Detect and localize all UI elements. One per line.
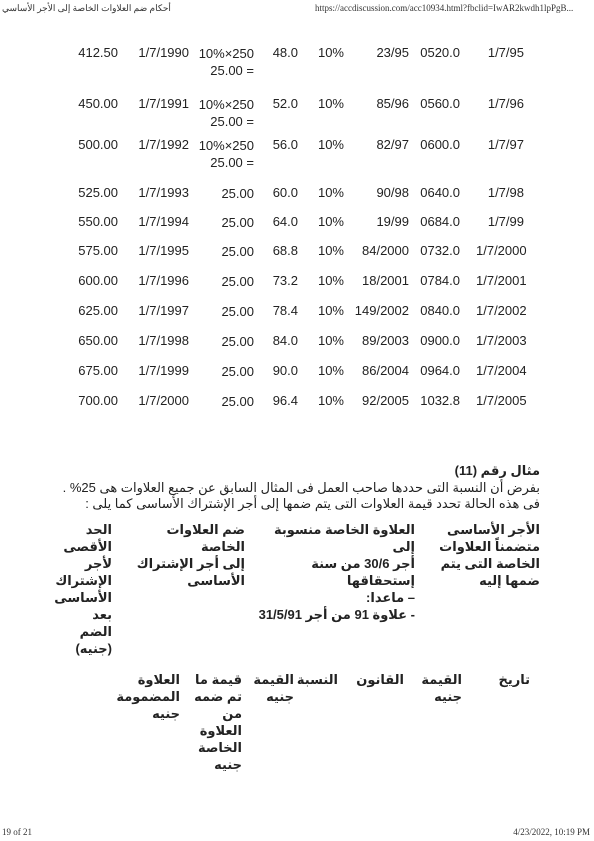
calculation-cell (190, 96, 254, 130)
calculation-line: 25.00 (221, 244, 254, 259)
calculation-result: 25.00 = (210, 155, 254, 170)
calculation-line: 25.00 (221, 186, 254, 201)
basic-salary-cell: 650.00 (78, 333, 118, 348)
header-line: الأجر الأساسى (447, 522, 540, 537)
calculation-cell (190, 214, 254, 231)
header-line: إلى أجر الإشتراك (136, 556, 245, 571)
header-line: جنيه (214, 757, 242, 772)
salary-cell: 64.0 (272, 214, 298, 229)
salary-cell: 73.2 (272, 273, 298, 288)
page-footer (0, 825, 594, 841)
example-title: مثال رقم (11) (454, 463, 540, 478)
header-line: لأجر (84, 556, 112, 571)
basic-salary-cell: 550.00 (78, 214, 118, 229)
salary-cell: 56.0 (272, 137, 298, 152)
calculation-cell (190, 45, 254, 79)
salary-cell: 78.4 (272, 303, 298, 318)
subheader-value (412, 671, 462, 705)
header-line: متضمناً العلاوات (439, 539, 540, 554)
page-header (0, 0, 594, 16)
calculation-result: 25.00 = (210, 114, 254, 129)
salary-cell: 48.0 (272, 45, 298, 60)
effective-date-cell: 1/7/2002 (476, 303, 527, 318)
table-row (0, 333, 594, 367)
law-cell: 89/2003 (362, 333, 409, 348)
basic-salary-cell: 625.00 (78, 303, 118, 318)
basic-salary-cell: 500.00 (78, 137, 118, 152)
header-line: تم ضمه (194, 689, 242, 704)
salary-cell: 52.0 (272, 96, 298, 111)
header-joining-bonuses (120, 521, 245, 589)
subheader-law: القانون (356, 672, 404, 687)
basic-salary-cell: 525.00 (78, 185, 118, 200)
percent-cell: 10% (317, 363, 344, 378)
date-cell: 1/7/1991 (138, 96, 189, 111)
header-line: أجر 30/6 من سنة إستحقاقها (311, 556, 415, 588)
amount-cell: 0732.0 (420, 243, 460, 258)
date-cell: 1/7/1995 (138, 243, 189, 258)
header-line: العلاوة (199, 723, 242, 738)
calculation-result: 25.00 = (210, 63, 254, 78)
effective-date-cell: 1/7/2005 (476, 393, 527, 408)
percent-cell: 10% (317, 303, 344, 318)
amount-cell: 0640.0 (420, 185, 460, 200)
header-special-bonus (255, 521, 415, 623)
header-line: الأقصى (63, 539, 112, 554)
effective-date-cell: 1/7/98 (487, 185, 524, 200)
page-url[interactable]: https://accdiscussion.com/acc10934.html?fbclid=IwAR2kwdh1lpPgB... (315, 3, 574, 13)
header-line: القيمة (253, 672, 294, 687)
effective-date-cell: 1/7/2003 (476, 333, 527, 348)
header-line: جنيه (434, 689, 462, 704)
basic-salary-cell: 575.00 (78, 243, 118, 258)
calculation-line: 10%×250 (198, 46, 254, 61)
percent-cell: 10% (317, 137, 344, 152)
amount-cell: 0900.0 (420, 333, 460, 348)
law-cell: 92/2005 (362, 393, 409, 408)
header-line: ضمها إليه (479, 573, 540, 588)
law-cell: 85/96 (376, 96, 409, 111)
calculation-cell (190, 303, 254, 320)
header-line: الأساسى (187, 573, 245, 588)
header-line: القيمة (421, 672, 462, 687)
effective-date-cell: 1/7/99 (487, 214, 524, 229)
table-row (0, 137, 594, 171)
date-cell: 1/7/1999 (138, 363, 189, 378)
salary-cell: 84.0 (272, 333, 298, 348)
calculation-cell (190, 393, 254, 410)
calculation-cell (190, 185, 254, 202)
salary-cell: 60.0 (272, 185, 298, 200)
header-line: (جنيه) (75, 641, 112, 656)
law-cell: 84/2000 (362, 243, 409, 258)
basic-salary-cell: 600.00 (78, 273, 118, 288)
header-basic-salary (430, 521, 540, 589)
percent-cell: 10% (317, 185, 344, 200)
calculation-line: 25.00 (221, 364, 254, 379)
calculation-line: 25.00 (221, 274, 254, 289)
header-line: جنيه (266, 689, 294, 704)
header-line: من (222, 706, 242, 721)
law-cell: 82/97 (376, 137, 409, 152)
calculation-line: 10%×250 (198, 97, 254, 112)
table-row (0, 243, 594, 277)
salary-cell: 90.0 (272, 363, 298, 378)
table-row (0, 393, 594, 427)
amount-cell: 0684.0 (420, 214, 460, 229)
header-line: العلاوة (137, 672, 180, 687)
calculation-cell (190, 273, 254, 290)
subheader-date: تاريخ (498, 672, 530, 687)
amount-cell: 0600.0 (420, 137, 460, 152)
percent-cell: 10% (317, 45, 344, 60)
table-row (0, 96, 594, 130)
header-line: الخاصة التى يتم (440, 556, 540, 571)
amount-cell: 0964.0 (420, 363, 460, 378)
effective-date-cell: 1/7/97 (487, 137, 524, 152)
effective-date-cell: 1/7/95 (487, 45, 524, 60)
header-line: - علاوة 91 من أجر 31/5/91 (258, 607, 415, 622)
header-line: الإشتراك (55, 573, 112, 588)
date-cell: 1/7/1997 (138, 303, 189, 318)
basic-salary-cell: 675.00 (78, 363, 118, 378)
basic-salary-cell: 412.50 (78, 45, 118, 60)
header-line: الخاصة (197, 740, 242, 755)
example-line-1: بفرض أن النسبة التى حددها صاحب العمل فى المثال السابق عن جميع العلاوات هى 25% . (62, 480, 540, 495)
effective-date-cell: 1/7/2001 (476, 273, 527, 288)
basic-salary-cell: 700.00 (78, 393, 118, 408)
header-line: ضم العلاوات الخاصة (166, 522, 245, 554)
header-line: الأساسى (54, 590, 112, 605)
calculation-line: 25.00 (221, 334, 254, 349)
header-line: جنيه (152, 706, 180, 721)
example-line-2: فى هذه الحالة تحدد قيمة العلاوات التى يتم ضمها إلى أجر الإشتراك الأساسى كما يلى : (85, 496, 540, 511)
table-row (0, 45, 594, 79)
basic-salary-cell: 450.00 (78, 96, 118, 111)
table-row (0, 273, 594, 307)
subheader-percent: النسبة (296, 672, 338, 687)
percent-cell: 10% (317, 393, 344, 408)
amount-cell: 1032.8 (420, 393, 460, 408)
subheader-joined-value (190, 671, 242, 773)
header-max-limit (54, 521, 112, 657)
effective-date-cell: 1/7/2004 (476, 363, 527, 378)
calculation-line: 25.00 (221, 394, 254, 409)
header-line: العلاوة الخاصة منسوبة إلى (273, 522, 415, 554)
amount-cell: 0840.0 (420, 303, 460, 318)
page-number: 19 of 21 (2, 827, 32, 837)
calculation-cell (190, 137, 254, 171)
date-cell: 1/7/1996 (138, 273, 189, 288)
salary-cell: 96.4 (272, 393, 298, 408)
calculation-line: 25.00 (221, 304, 254, 319)
date-cell: 1/7/1992 (138, 137, 189, 152)
percent-cell: 10% (317, 273, 344, 288)
law-cell: 149/2002 (354, 303, 409, 318)
effective-date-cell: 1/7/96 (487, 96, 524, 111)
header-line: المضمومة (116, 689, 180, 704)
percent-cell: 10% (317, 96, 344, 111)
calculation-cell (190, 333, 254, 350)
page-title: أحكام ضم العلاوات الخاصة إلى الأجر الأساسي (2, 3, 171, 13)
law-cell: 23/95 (376, 45, 409, 60)
amount-cell: 0520.0 (420, 45, 460, 60)
law-cell: 19/99 (376, 214, 409, 229)
percent-cell: 10% (317, 214, 344, 229)
date-cell: 1/7/1990 (138, 45, 189, 60)
subheader-joined-bonus (110, 671, 180, 722)
header-line: الحد (85, 522, 112, 537)
print-datetime: 4/23/2022, 10:19 PM (513, 827, 590, 837)
date-cell: 1/7/1998 (138, 333, 189, 348)
effective-date-cell: 1/7/2000 (476, 243, 527, 258)
date-cell: 1/7/2000 (138, 393, 189, 408)
law-cell: 90/98 (376, 185, 409, 200)
amount-cell: 0560.0 (420, 96, 460, 111)
calculation-cell (190, 243, 254, 260)
amount-cell: 0784.0 (420, 273, 460, 288)
law-cell: 86/2004 (362, 363, 409, 378)
header-line: – ماعدا: (366, 590, 415, 605)
salary-cell: 68.8 (272, 243, 298, 258)
table-row (0, 363, 594, 397)
header-line: الضم (79, 624, 112, 639)
subheader-value-2 (252, 671, 294, 705)
calculation-line: 25.00 (221, 215, 254, 230)
table-row (0, 303, 594, 337)
law-cell: 18/2001 (362, 273, 409, 288)
date-cell: 1/7/1994 (138, 214, 189, 229)
percent-cell: 10% (317, 333, 344, 348)
header-line: بعد (92, 607, 112, 622)
percent-cell: 10% (317, 243, 344, 258)
date-cell: 1/7/1993 (138, 185, 189, 200)
calculation-line: 10%×250 (198, 138, 254, 153)
calculation-cell (190, 363, 254, 380)
header-line: قيمة ما (195, 672, 242, 687)
